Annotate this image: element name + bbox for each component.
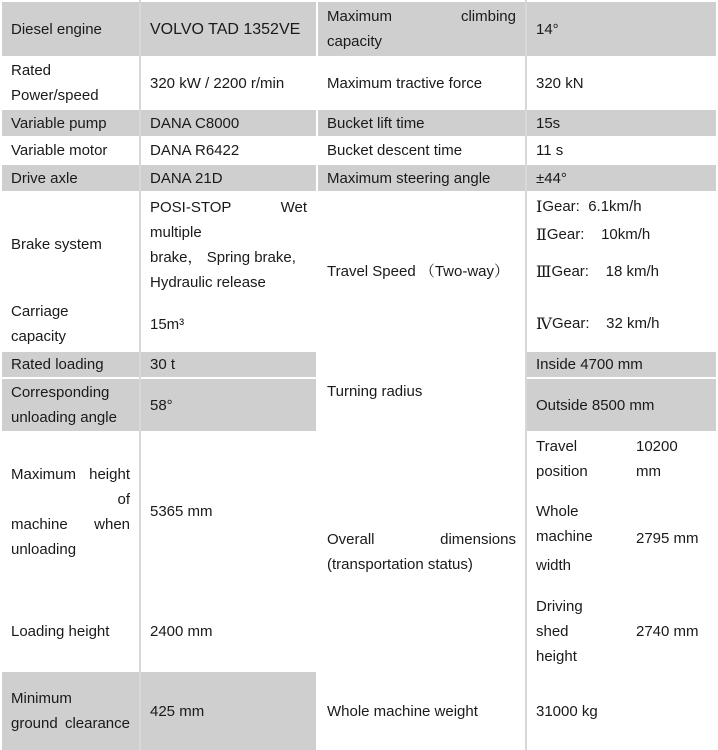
- rated-power-label: [2, 58, 139, 108]
- gear-4-roman: Ⅳ: [536, 313, 552, 333]
- max-height-l1b: height: [89, 465, 130, 483]
- gear-3-roman: Ⅲ: [536, 262, 552, 281]
- gear-1: [527, 193, 716, 219]
- gear-3: [527, 249, 716, 294]
- tractive-force-value: 320 kN: [527, 58, 716, 108]
- rated-loading-value: 30 t: [141, 352, 316, 377]
- travel-pos-l1: Travel: [536, 438, 578, 455]
- ground-clearance-label: [2, 672, 139, 750]
- overall-dimensions-label: [318, 433, 525, 670]
- rated-power-label-l2: Power/speed: [11, 87, 99, 104]
- turning-radius-inside: Inside 4700 mm: [527, 352, 716, 377]
- steering-angle-label: Maximum steering angle: [318, 165, 525, 191]
- shed-l2: shed: [536, 622, 569, 640]
- loading-height-label: Loading height: [2, 592, 139, 670]
- variable-motor-label: Variable motor: [2, 138, 139, 163]
- lift-time-value: 15s: [527, 110, 716, 136]
- gear-3-text: Gear:: [551, 263, 589, 280]
- overall-l1b: dimensions: [440, 530, 516, 548]
- travel-position: [527, 433, 716, 485]
- max-height-l3a: machine: [11, 515, 68, 533]
- width-l2: machine: [536, 528, 593, 545]
- gear-3-value: 18 km/h: [605, 263, 659, 280]
- carriage-capacity-value: 15m³: [141, 298, 316, 350]
- weight-label: Whole machine weight: [318, 672, 525, 750]
- travel-pos-l2: position: [536, 463, 588, 480]
- width-value: 2795 mm: [636, 530, 699, 547]
- overall-l1a: Overall: [327, 530, 375, 548]
- divider: [139, 0, 141, 750]
- steering-angle-value: ±44°: [527, 165, 716, 191]
- carriage-label-l2: capacity: [11, 328, 67, 345]
- travel-pos-value-l2: mm: [636, 463, 661, 480]
- gear-2-roman: Ⅱ: [536, 224, 547, 244]
- divider: [316, 0, 318, 750]
- width-l3: width: [536, 557, 572, 574]
- gear-2-value: 10km/h: [601, 225, 651, 243]
- brake-value-l1a: POSI-STOP: [150, 198, 232, 216]
- max-height-value: 5365 mm: [141, 433, 316, 590]
- variable-pump-value: DANA C8000: [141, 110, 316, 136]
- carriage-capacity-label: [2, 298, 139, 350]
- max-height-l3b: when: [94, 515, 130, 533]
- clearance-l1: Minimum: [11, 690, 72, 707]
- gear-2: [527, 221, 716, 247]
- width-l1: Whole: [536, 503, 579, 520]
- max-height-l2: of: [117, 490, 130, 508]
- climbing-l1a: Maximum: [327, 8, 393, 25]
- gear-1-value: 6.1km/h: [588, 197, 642, 215]
- rated-power-label-l1: Rated: [11, 62, 52, 79]
- brake-system-label: Brake system: [2, 193, 139, 296]
- climbing-l2: capacity: [327, 33, 383, 50]
- rated-loading-label: Rated loading: [2, 352, 139, 377]
- brake-value-l4: Hydraulic release: [150, 273, 266, 291]
- max-height-label: [2, 433, 139, 590]
- overall-l2: (transportation status): [327, 555, 473, 573]
- brake-system-value: [141, 193, 316, 296]
- gear-2-text: Gear:: [546, 225, 585, 243]
- brake-value-l3: brake， Spring brake,: [150, 248, 296, 266]
- lift-time-label: Bucket lift time: [318, 110, 525, 136]
- descent-time-value: 11 s: [527, 138, 716, 163]
- shed-value: 2740 mm: [636, 622, 699, 640]
- brake-value-l1b: Wet: [280, 198, 307, 216]
- gear-4-text: Gear:: [551, 314, 590, 332]
- clearance-l2a: ground: [11, 715, 58, 732]
- variable-pump-label: Variable pump: [2, 110, 139, 136]
- variable-motor-value: DANA R6422: [141, 138, 316, 163]
- climbing-label: [318, 2, 525, 56]
- travel-speed-label: Travel Speed （Two-way）: [318, 193, 525, 350]
- loading-height-value: 2400 mm: [141, 592, 316, 670]
- shed-height: [527, 592, 716, 670]
- brake-value-l2: multiple: [150, 223, 202, 241]
- unloading-angle-l2: unloading angle: [11, 409, 117, 426]
- machine-width: [527, 487, 716, 590]
- tractive-force-label: Maximum tractive force: [318, 58, 525, 108]
- unloading-angle-value: 58°: [141, 379, 316, 431]
- gear-4-value: 32 km/h: [606, 314, 660, 332]
- shed-l1: Driving: [536, 597, 583, 615]
- climbing-l1b: climbing: [460, 8, 516, 25]
- climbing-value: 14°: [527, 2, 716, 56]
- weight-value: 31000 kg: [527, 672, 716, 750]
- gear-1-roman: Ⅰ: [536, 196, 543, 216]
- shed-l3: height: [536, 647, 577, 665]
- unloading-angle-l1: Corresponding: [11, 384, 110, 401]
- travel-pos-value-l1: 10200: [636, 438, 678, 455]
- diesel-engine-value: VOLVO TAD 1352VE: [141, 2, 316, 56]
- max-height-l4: unloading: [11, 540, 77, 558]
- turning-radius-outside: Outside 8500 mm: [527, 379, 716, 431]
- rated-power-value: 320 kW / 2200 r/min: [141, 58, 316, 108]
- clearance-l2b: clearance: [64, 715, 130, 732]
- turning-radius-label: Turning radius: [318, 352, 525, 431]
- carriage-label-l1: Carriage: [11, 303, 69, 320]
- drive-axle-label: Drive axle: [2, 165, 139, 191]
- max-height-l1a: Maximum: [11, 465, 77, 483]
- unloading-angle-label: [2, 379, 139, 431]
- descent-time-label: Bucket descent time: [318, 138, 525, 163]
- gear-4: [527, 296, 716, 350]
- drive-axle-value: DANA 21D: [141, 165, 316, 191]
- diesel-engine-label: Diesel engine: [2, 2, 139, 56]
- divider: [525, 0, 527, 750]
- gear-1-text: Gear:: [542, 197, 580, 215]
- ground-clearance-value: 425 mm: [141, 672, 316, 750]
